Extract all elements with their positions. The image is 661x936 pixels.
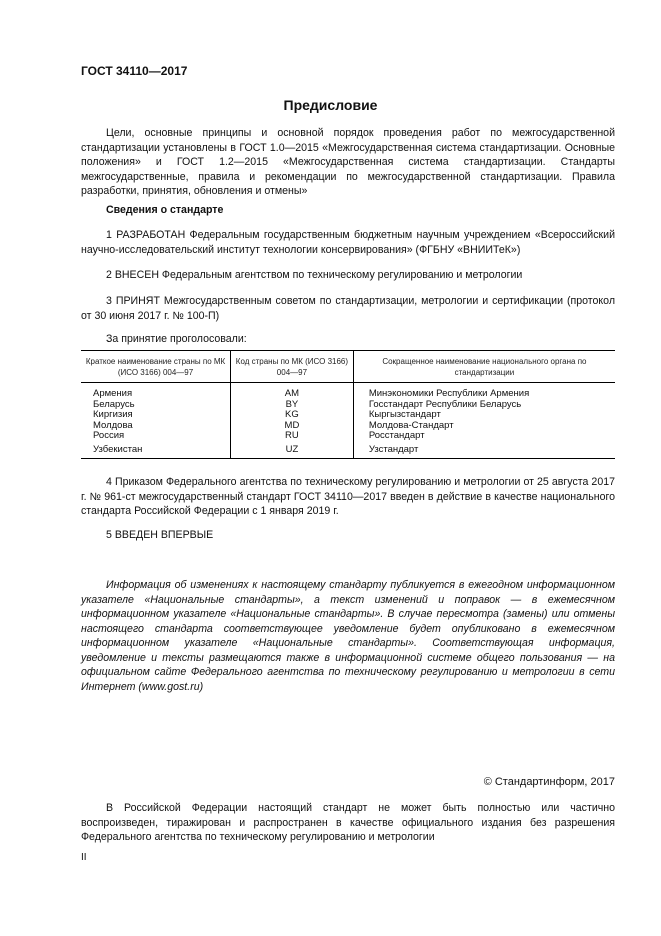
section-heading: Сведения о стандарте (106, 204, 224, 216)
intro-paragraph: Цели, основные принципы и основной порядок проведения работ по межгосударственной стандартизации установлены в ГОСТ 1.0—2015 «Межгосударственная система стандартизации. Основные положения» и ГОСТ 1.2—2015 «Межгосударственная система стандартизации. Стандарты межгосударственные, правила и рекомендации по межгосударственной стандартизации. Правила разработки, принятия, обновления и отмены» (81, 127, 615, 197)
item-introduced: 5 ВВЕДЕН ВПЕРВЫЕ (106, 529, 214, 541)
code-cell: MD (231, 421, 354, 432)
country-cell: Армения (93, 388, 133, 399)
code-cell: BY (231, 400, 354, 411)
item-adopted: 3 ПРИНЯТ Межгосударственным советом по стандартизации, метрологии и сертификации (протокол от 30 июня 2017 г. № 100-П) (81, 295, 615, 322)
table-header-row (81, 351, 615, 383)
change-information-notice: Информация об изменениях к настоящему стандарту публикуется в ежегодном информационном указателе «Национальные стандарты», а текст изменений и поправок — в ежемесячном информационном указателе «Национальные стандарты». В случае пересмотра (замены) или отмены настоящего стандарта соответствующее уведомление будет опубликовано в ежемесячном информационном указателе «Национальные стандарты». Соответствующая информация, уведомление и тексты размещаются также в информационной системе общего пользования — на официальном сайте Федерального агентства по техническому регулированию и метрологии в сети Интернет (www.gost.ru) (81, 579, 615, 693)
country-cell: Узбекистан (81, 442, 231, 458)
code-cell: AM (231, 383, 354, 400)
standard-code-header: ГОСТ 34110—2017 (81, 64, 188, 78)
item-submitted: 2 ВНЕСЕН Федеральным агентством по техническому регулированию и метрологии (106, 269, 523, 281)
voting-table (81, 350, 615, 459)
code-cell: RU (231, 431, 354, 442)
vote-intro: За принятие проголосовали: (106, 333, 247, 345)
column-header-body: Сокращенное наименование национального органа по стандартизации (353, 351, 615, 383)
table-row (81, 400, 615, 411)
body-cell: Кыргызстандарт (353, 410, 615, 421)
code-cell: KG (231, 410, 354, 421)
table-row (81, 383, 615, 400)
body-cell: Госстандарт Республики Беларусь (353, 400, 615, 411)
table-row (81, 431, 615, 442)
item-developed: 1 РАЗРАБОТАН Федеральным государственным бюджетным научным учреждением «Всероссийский научно-исследовательский институт технологии консервирования» (ФГБНУ «ВНИИТеК») (81, 229, 615, 256)
rights-notice: В Российской Федерации настоящий стандарт не может быть полностью или частично воспроизведен, тиражирован и распространен в качестве официального издания без разрешения Федерального агентства по техническому регулированию и метрологии (81, 802, 615, 843)
table-row (81, 410, 615, 421)
country-cell: Беларусь (93, 398, 135, 410)
table-row (81, 421, 615, 432)
column-header-country: Краткое наименование страны по МК (ИСО 3166) 004—97 (81, 351, 231, 383)
country-cell: Молдова (93, 419, 133, 431)
country-cell: Россия (93, 430, 125, 442)
body-cell: Узстандарт (353, 442, 615, 458)
copyright-line: © Стандартинформ, 2017 (483, 776, 615, 788)
table-row (81, 442, 615, 458)
body-cell: Молдова-Стандарт (353, 421, 615, 432)
page-title: Предисловие (283, 97, 378, 113)
code-cell: UZ (231, 442, 354, 458)
body-cell: Росстандарт (353, 431, 615, 442)
column-header-code: Код страны по МК (ИСО 3166) 004—97 (231, 351, 354, 383)
page-number: II (81, 852, 87, 863)
body-cell: Минэкономики Республики Армения (353, 383, 615, 400)
country-cell: Киргизия (93, 409, 133, 421)
item-enacted: 4 Приказом Федерального агентства по техническому регулированию и метрологии от 25 августа 2017 г. № 961-ст межгосударственный стандарт ГОСТ 34110—2017 введен в действие в качестве национального стандарта Российской Федерации с 1 января 2019 г. (81, 476, 615, 517)
